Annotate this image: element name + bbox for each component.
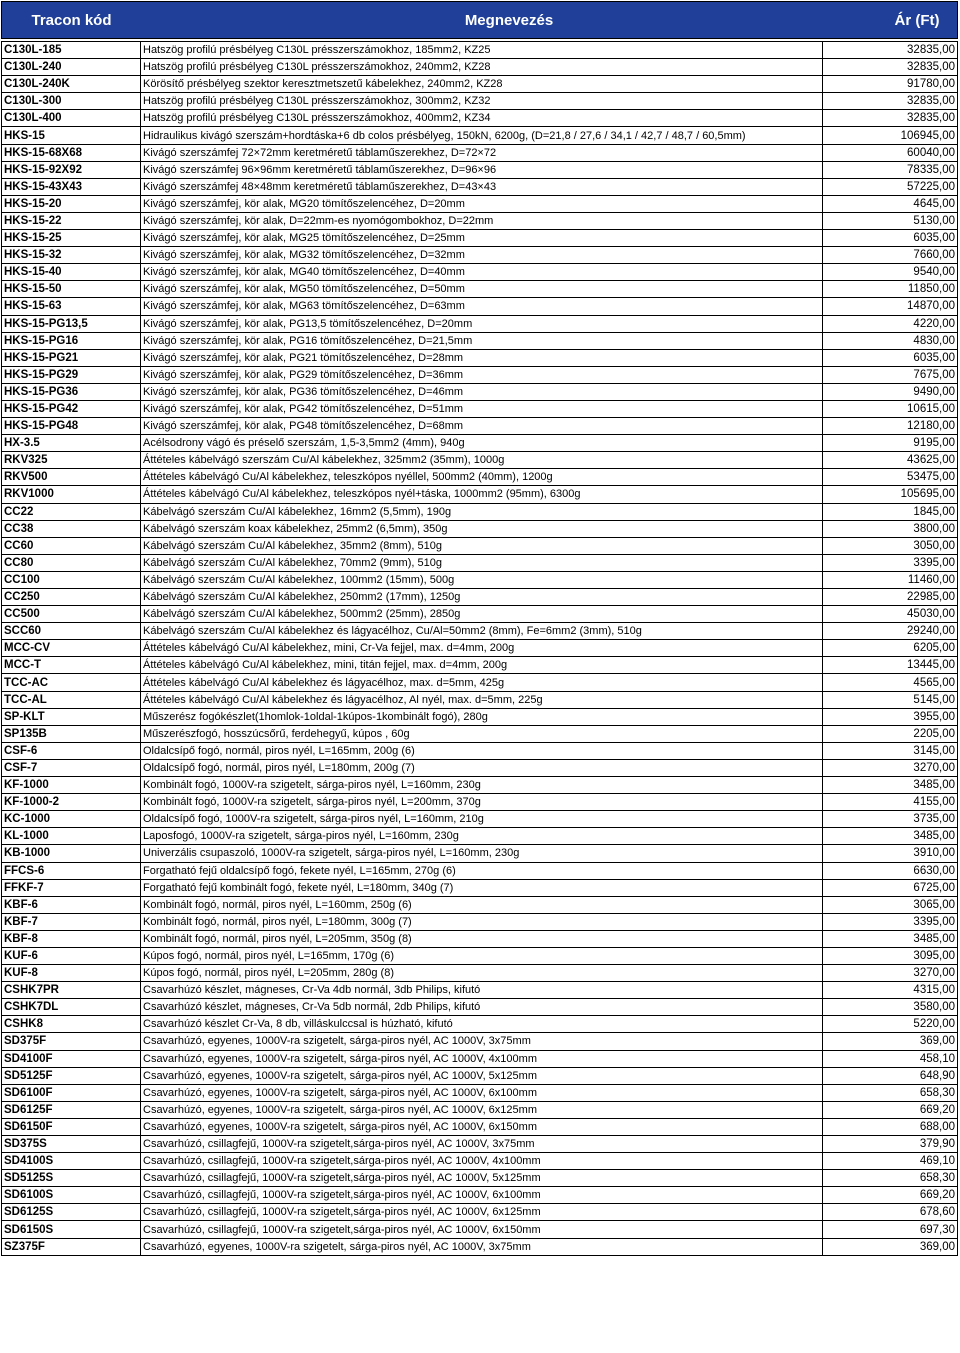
table-row xyxy=(2,896,958,913)
cell-code: HKS-15-PG29 xyxy=(2,366,141,383)
table-row xyxy=(2,1016,958,1033)
price-table xyxy=(1,41,958,1256)
cell-price: 3065,00 xyxy=(823,896,958,913)
cell-price: 7660,00 xyxy=(823,247,958,264)
cell-name: Univerzális csupaszoló, 1000V-ra szigetelt, sárga-piros nyél, L=160mm, 230g xyxy=(141,845,823,862)
table-row xyxy=(2,144,958,161)
cell-code: TCC-AL xyxy=(2,691,141,708)
cell-code: KBF-6 xyxy=(2,896,141,913)
cell-price: 32835,00 xyxy=(823,110,958,127)
cell-price: 369,00 xyxy=(823,1033,958,1050)
cell-price: 3735,00 xyxy=(823,811,958,828)
cell-name: Kivágó szerszámfej, kör alak, PG36 tömítőszelencéhez, D=46mm xyxy=(141,383,823,400)
cell-code: SD375F xyxy=(2,1033,141,1050)
table-row xyxy=(2,76,958,93)
cell-code: KL-1000 xyxy=(2,828,141,845)
cell-price: 57225,00 xyxy=(823,178,958,195)
cell-code: HKS-15-PG13,5 xyxy=(2,315,141,332)
cell-name: Csavarhúzó készlet, mágneses, Cr-Va 5db normál, 2db Philips, kifutó xyxy=(141,999,823,1016)
table-row xyxy=(2,486,958,503)
cell-code: FFCS-6 xyxy=(2,862,141,879)
cell-price: 91780,00 xyxy=(823,76,958,93)
cell-price: 3485,00 xyxy=(823,828,958,845)
cell-name: Laposfogó, 1000V-ra szigetelt, sárga-piros nyél, L=160mm, 230g xyxy=(141,828,823,845)
cell-name: Kivágó szerszámfej, kör alak, MG32 tömítőszelencéhez, D=32mm xyxy=(141,247,823,264)
cell-code: HKS-15-PG42 xyxy=(2,400,141,417)
table-row xyxy=(2,845,958,862)
cell-code: SD375S xyxy=(2,1136,141,1153)
cell-code: RKV500 xyxy=(2,469,141,486)
cell-price: 106945,00 xyxy=(823,127,958,144)
cell-code: KBF-8 xyxy=(2,930,141,947)
cell-name: Csavarhúzó készlet, mágneses, Cr-Va 4db normál, 3db Philips, kifutó xyxy=(141,982,823,999)
cell-code: CC80 xyxy=(2,554,141,571)
table-row xyxy=(2,1067,958,1084)
table-row xyxy=(2,913,958,930)
cell-name: Csavarhúzó, egyenes, 1000V-ra szigetelt, sárga-piros nyél, AC 1000V, 6x125mm xyxy=(141,1101,823,1118)
cell-code: C130L-400 xyxy=(2,110,141,127)
cell-code: SP135B xyxy=(2,725,141,742)
cell-name: Kábelvágó szerszám Cu/Al kábelekhez, 35mm2 (8mm), 510g xyxy=(141,537,823,554)
table-row xyxy=(2,657,958,674)
table-row xyxy=(2,1136,958,1153)
table-row xyxy=(2,589,958,606)
table-row xyxy=(2,315,958,332)
cell-name: Áttételes kábelvágó Cu/Al kábelekhez és lágyacélhoz, Al nyél, max. d=5mm, 225g xyxy=(141,691,823,708)
header-code: Tracon kód xyxy=(31,11,112,29)
cell-name: Acélsodrony vágó és préselő szerszám, 1,5-3,5mm2 (4mm), 940g xyxy=(141,435,823,452)
cell-price: 3395,00 xyxy=(823,554,958,571)
cell-name: Kivágó szerszámfej, kör alak, PG48 tömítőszelencéhez, D=68mm xyxy=(141,418,823,435)
cell-code: HX-3.5 xyxy=(2,435,141,452)
table-row xyxy=(2,418,958,435)
cell-code: SD5125S xyxy=(2,1170,141,1187)
cell-name: Csavarhúzó, csillagfejű, 1000V-ra szigetelt,sárga-piros nyél, AC 1000V, 6x125mm xyxy=(141,1204,823,1221)
cell-price: 3050,00 xyxy=(823,537,958,554)
cell-name: Csavarhúzó, egyenes, 1000V-ra szigetelt, sárga-piros nyél, AC 1000V, 3x75mm xyxy=(141,1238,823,1255)
table-row xyxy=(2,742,958,759)
cell-price: 3270,00 xyxy=(823,759,958,776)
cell-code: SD6125F xyxy=(2,1101,141,1118)
table-row xyxy=(2,59,958,76)
cell-code: SD6100S xyxy=(2,1187,141,1204)
cell-code: FFKF-7 xyxy=(2,879,141,896)
cell-name: Hatszög profilú présbélyeg C130L présszerszámokhoz, 300mm2, KZ32 xyxy=(141,93,823,110)
cell-name: Kúpos fogó, normál, piros nyél, L=165mm, 170g (6) xyxy=(141,947,823,964)
cell-price: 14870,00 xyxy=(823,298,958,315)
cell-name: Áttételes kábelvágó Cu/Al kábelekhez, mini, Cr-Va fejjel, max. d=4mm, 200g xyxy=(141,640,823,657)
cell-name: Forgatható fejű oldalcsípő fogó, fekete nyél, L=165mm, 270g (6) xyxy=(141,862,823,879)
table-row xyxy=(2,777,958,794)
cell-price: 458,10 xyxy=(823,1050,958,1067)
cell-code: HKS-15-68X68 xyxy=(2,144,141,161)
cell-price: 4830,00 xyxy=(823,332,958,349)
header-name: Megnevezés xyxy=(464,11,554,29)
table-row xyxy=(2,42,958,59)
cell-price: 6035,00 xyxy=(823,349,958,366)
cell-price: 658,30 xyxy=(823,1170,958,1187)
cell-code: C130L-240 xyxy=(2,59,141,76)
cell-name: Csavarhúzó, csillagfejű, 1000V-ra szigetelt,sárga-piros nyél, AC 1000V, 6x150mm xyxy=(141,1221,823,1238)
cell-price: 6630,00 xyxy=(823,862,958,879)
cell-name: Kivágó szerszámfej 72×72mm keretméretű táblaműszerekhez, D=72×72 xyxy=(141,144,823,161)
cell-name: Csavarhúzó, csillagfejű, 1000V-ra szigetelt,sárga-piros nyél, AC 1000V, 5x125mm xyxy=(141,1170,823,1187)
header-price: Ár (Ft) xyxy=(894,11,940,29)
cell-name: Csavarhúzó, csillagfejű, 1000V-ra szigetelt,sárga-piros nyél, AC 1000V, 6x100mm xyxy=(141,1187,823,1204)
table-row xyxy=(2,1084,958,1101)
table-row xyxy=(2,503,958,520)
cell-name: Kábelvágó szerszám Cu/Al kábelekhez, 16mm2 (5,5mm), 190g xyxy=(141,503,823,520)
table-row xyxy=(2,1033,958,1050)
cell-code: KF-1000 xyxy=(2,777,141,794)
cell-price: 5130,00 xyxy=(823,212,958,229)
table-header xyxy=(1,1,958,39)
cell-name: Kábelvágó szerszám koax kábelekhez, 25mm2 (6,5mm), 350g xyxy=(141,520,823,537)
cell-price: 369,00 xyxy=(823,1238,958,1255)
cell-price: 3910,00 xyxy=(823,845,958,862)
table-row xyxy=(2,1221,958,1238)
cell-name: Hidraulikus kivágó szerszám+hordtáska+6 db colos présbélyeg, 150kN, 6200g, (D=21,8 / 27,6 / 34,1 / 42,7 / 48,7 / 60,5mm) xyxy=(141,127,823,144)
cell-code: HKS-15-20 xyxy=(2,195,141,212)
table-row xyxy=(2,247,958,264)
table-row xyxy=(2,999,958,1016)
table-row xyxy=(2,691,958,708)
cell-name: Áttételes kábelvágó Cu/Al kábelekhez, teleszkópos nyél+táska, 1000mm2 (95mm), 6300g xyxy=(141,486,823,503)
cell-name: Kivágó szerszámfej, kör alak, MG20 tömítőszelencéhez, D=20mm xyxy=(141,195,823,212)
cell-code: CC100 xyxy=(2,571,141,588)
cell-price: 9540,00 xyxy=(823,264,958,281)
cell-price: 32835,00 xyxy=(823,59,958,76)
cell-name: Hatszög profilú présbélyeg C130L présszerszámokhoz, 400mm2, KZ34 xyxy=(141,110,823,127)
table-row xyxy=(2,982,958,999)
cell-price: 688,00 xyxy=(823,1118,958,1135)
cell-code: CC500 xyxy=(2,606,141,623)
cell-name: Kábelvágó szerszám Cu/Al kábelekhez, 100mm2 (15mm), 500g xyxy=(141,571,823,588)
cell-code: MCC-T xyxy=(2,657,141,674)
cell-code: HKS-15-50 xyxy=(2,281,141,298)
table-row xyxy=(2,1238,958,1255)
cell-name: Kivágó szerszámfej, kör alak, PG16 tömítőszelencéhez, D=21,5mm xyxy=(141,332,823,349)
cell-price: 5145,00 xyxy=(823,691,958,708)
cell-name: Csavarhúzó, egyenes, 1000V-ra szigetelt, sárga-piros nyél, AC 1000V, 4x100mm xyxy=(141,1050,823,1067)
cell-name: Forgatható fejű kombinált fogó, fekete nyél, L=180mm, 340g (7) xyxy=(141,879,823,896)
cell-code: CC22 xyxy=(2,503,141,520)
table-row xyxy=(2,178,958,195)
cell-name: Kivágó szerszámfej, kör alak, PG42 tömítőszelencéhez, D=51mm xyxy=(141,400,823,417)
cell-price: 11850,00 xyxy=(823,281,958,298)
cell-code: SD4100F xyxy=(2,1050,141,1067)
cell-name: Csavarhúzó, egyenes, 1000V-ra szigetelt, sárga-piros nyél, AC 1000V, 5x125mm xyxy=(141,1067,823,1084)
cell-price: 3145,00 xyxy=(823,742,958,759)
table-row xyxy=(2,93,958,110)
table-row xyxy=(2,400,958,417)
cell-code: SD6150S xyxy=(2,1221,141,1238)
cell-price: 9490,00 xyxy=(823,383,958,400)
cell-name: Kivágó szerszámfej, kör alak, PG21 tömítőszelencéhez, D=28mm xyxy=(141,349,823,366)
table-row xyxy=(2,264,958,281)
cell-name: Kábelvágó szerszám Cu/Al kábelekhez, 250mm2 (17mm), 1250g xyxy=(141,589,823,606)
cell-price: 2205,00 xyxy=(823,725,958,742)
cell-code: HKS-15-25 xyxy=(2,230,141,247)
cell-name: Csavarhúzó, csillagfejű, 1000V-ra szigetelt,sárga-piros nyél, AC 1000V, 4x100mm xyxy=(141,1153,823,1170)
cell-price: 3485,00 xyxy=(823,930,958,947)
cell-code: HKS-15-32 xyxy=(2,247,141,264)
table-row xyxy=(2,435,958,452)
cell-code: TCC-AC xyxy=(2,674,141,691)
cell-name: Kábelvágó szerszám Cu/Al kábelekhez, 70mm2 (9mm), 510g xyxy=(141,554,823,571)
cell-price: 1845,00 xyxy=(823,503,958,520)
cell-code: HKS-15-PG21 xyxy=(2,349,141,366)
cell-code: CSHK7PR xyxy=(2,982,141,999)
cell-code: CSHK7DL xyxy=(2,999,141,1016)
table-row xyxy=(2,862,958,879)
cell-price: 12180,00 xyxy=(823,418,958,435)
cell-name: Kivágó szerszámfej, kör alak, MG63 tömítőszelencéhez, D=63mm xyxy=(141,298,823,315)
cell-code: SP-KLT xyxy=(2,708,141,725)
cell-price: 697,30 xyxy=(823,1221,958,1238)
cell-name: Kivágó szerszámfej, kör alak, PG29 tömítőszelencéhez, D=36mm xyxy=(141,366,823,383)
cell-price: 22985,00 xyxy=(823,589,958,606)
cell-name: Kábelvágó szerszám Cu/Al kábelekhez, 500mm2 (25mm), 2850g xyxy=(141,606,823,623)
cell-code: CSF-7 xyxy=(2,759,141,776)
cell-price: 4220,00 xyxy=(823,315,958,332)
table-row xyxy=(2,469,958,486)
cell-code: HKS-15-PG48 xyxy=(2,418,141,435)
table-row xyxy=(2,1153,958,1170)
cell-name: Műszerészfogó, hosszúcsőrű, ferdehegyű, kúpos , 60g xyxy=(141,725,823,742)
cell-price: 4315,00 xyxy=(823,982,958,999)
cell-code: KBF-7 xyxy=(2,913,141,930)
cell-name: Kombinált fogó, normál, piros nyél, L=205mm, 350g (8) xyxy=(141,930,823,947)
cell-price: 3095,00 xyxy=(823,947,958,964)
table-row xyxy=(2,349,958,366)
cell-name: Kábelvágó szerszám Cu/Al kábelekhez és lágyacélhoz, Cu/Al=50mm2 (8mm), Fe=6mm2 (3mm), 510g xyxy=(141,623,823,640)
cell-name: Kivágó szerszámfej 48×48mm keretméretű táblaműszerekhez, D=43×43 xyxy=(141,178,823,195)
cell-price: 678,60 xyxy=(823,1204,958,1221)
cell-price: 32835,00 xyxy=(823,42,958,59)
cell-price: 60040,00 xyxy=(823,144,958,161)
cell-price: 3270,00 xyxy=(823,965,958,982)
cell-price: 3955,00 xyxy=(823,708,958,725)
table-row xyxy=(2,230,958,247)
cell-name: Csavarhúzó, egyenes, 1000V-ra szigetelt, sárga-piros nyél, AC 1000V, 6x100mm xyxy=(141,1084,823,1101)
cell-name: Kúpos fogó, normál, piros nyél, L=205mm, 280g (8) xyxy=(141,965,823,982)
table-row xyxy=(2,127,958,144)
cell-code: SD6150F xyxy=(2,1118,141,1135)
table-row xyxy=(2,332,958,349)
cell-price: 4565,00 xyxy=(823,674,958,691)
cell-name: Csavarhúzó, egyenes, 1000V-ra szigetelt, sárga-piros nyél, AC 1000V, 6x150mm xyxy=(141,1118,823,1135)
table-row xyxy=(2,571,958,588)
table-row xyxy=(2,930,958,947)
cell-name: Oldalcsípő fogó, normál, piros nyél, L=180mm, 200g (7) xyxy=(141,759,823,776)
cell-name: Kivágó szerszámfej, kör alak, PG13,5 tömítőszelencéhez, D=20mm xyxy=(141,315,823,332)
cell-name: Kivágó szerszámfej, kör alak, MG40 tömítőszelencéhez, D=40mm xyxy=(141,264,823,281)
cell-name: Hatszög profilú présbélyeg C130L présszerszámokhoz, 185mm2, KZ25 xyxy=(141,42,823,59)
cell-price: 669,20 xyxy=(823,1187,958,1204)
cell-name: Áttételes kábelvágó Cu/Al kábelekhez, teleszkópos nyéllel, 500mm2 (40mm), 1200g xyxy=(141,469,823,486)
table-row xyxy=(2,759,958,776)
cell-name: Oldalcsípő fogó, normál, piros nyél, L=165mm, 200g (6) xyxy=(141,742,823,759)
cell-code: SZ375F xyxy=(2,1238,141,1255)
cell-price: 9195,00 xyxy=(823,435,958,452)
cell-code: HKS-15-92X92 xyxy=(2,161,141,178)
cell-code: KUF-6 xyxy=(2,947,141,964)
cell-name: Kivágó szerszámfej 96×96mm keretméretű táblaműszerekhez, D=96×96 xyxy=(141,161,823,178)
cell-price: 4645,00 xyxy=(823,195,958,212)
table-row xyxy=(2,212,958,229)
table-row xyxy=(2,606,958,623)
cell-price: 13445,00 xyxy=(823,657,958,674)
table-row xyxy=(2,281,958,298)
cell-code: KF-1000-2 xyxy=(2,794,141,811)
table-row xyxy=(2,708,958,725)
table-row xyxy=(2,674,958,691)
cell-price: 53475,00 xyxy=(823,469,958,486)
cell-price: 11460,00 xyxy=(823,571,958,588)
cell-code: CSF-6 xyxy=(2,742,141,759)
cell-code: SD4100S xyxy=(2,1153,141,1170)
cell-price: 32835,00 xyxy=(823,93,958,110)
cell-code: CSHK8 xyxy=(2,1016,141,1033)
table-row xyxy=(2,554,958,571)
cell-price: 5220,00 xyxy=(823,1016,958,1033)
table-row xyxy=(2,537,958,554)
cell-price: 10615,00 xyxy=(823,400,958,417)
cell-code: HKS-15-63 xyxy=(2,298,141,315)
cell-price: 6205,00 xyxy=(823,640,958,657)
cell-name: Kivágó szerszámfej, kör alak, D=22mm-es nyomógombokhoz, D=22mm xyxy=(141,212,823,229)
cell-name: Csavarhúzó, egyenes, 1000V-ra szigetelt, sárga-piros nyél, AC 1000V, 3x75mm xyxy=(141,1033,823,1050)
cell-name: Áttételes kábelvágó Cu/Al kábelekhez és lágyacélhoz, max. d=5mm, 425g xyxy=(141,674,823,691)
cell-price: 6035,00 xyxy=(823,230,958,247)
table-row xyxy=(2,110,958,127)
cell-code: CC60 xyxy=(2,537,141,554)
cell-price: 3580,00 xyxy=(823,999,958,1016)
cell-name: Kombinált fogó, 1000V-ra szigetelt, sárga-piros nyél, L=160mm, 230g xyxy=(141,777,823,794)
table-row xyxy=(2,1170,958,1187)
cell-code: KB-1000 xyxy=(2,845,141,862)
cell-code: C130L-185 xyxy=(2,42,141,59)
table-row xyxy=(2,640,958,657)
cell-price: 658,30 xyxy=(823,1084,958,1101)
table-row xyxy=(2,828,958,845)
table-row xyxy=(2,161,958,178)
cell-code: KC-1000 xyxy=(2,811,141,828)
table-row xyxy=(2,1050,958,1067)
cell-price: 4155,00 xyxy=(823,794,958,811)
cell-code: CC38 xyxy=(2,520,141,537)
cell-name: Csavarhúzó, csillagfejű, 1000V-ra szigetelt,sárga-piros nyél, AC 1000V, 3x75mm xyxy=(141,1136,823,1153)
cell-price: 648,90 xyxy=(823,1067,958,1084)
cell-name: Oldalcsípő fogó, 1000V-ra szigetelt, sárga-piros nyél, L=160mm, 210g xyxy=(141,811,823,828)
table-row xyxy=(2,1118,958,1135)
table-row xyxy=(2,298,958,315)
cell-code: SD5125F xyxy=(2,1067,141,1084)
table-row xyxy=(2,794,958,811)
cell-name: Kivágó szerszámfej, kör alak, MG50 tömítőszelencéhez, D=50mm xyxy=(141,281,823,298)
cell-price: 45030,00 xyxy=(823,606,958,623)
cell-code: HKS-15 xyxy=(2,127,141,144)
table-row xyxy=(2,811,958,828)
cell-price: 7675,00 xyxy=(823,366,958,383)
cell-code: HKS-15-PG16 xyxy=(2,332,141,349)
cell-price: 29240,00 xyxy=(823,623,958,640)
cell-name: Áttételes kábelvágó Cu/Al kábelekhez, mini, titán fejjel, max. d=4mm, 200g xyxy=(141,657,823,674)
cell-price: 6725,00 xyxy=(823,879,958,896)
cell-code: MCC-CV xyxy=(2,640,141,657)
cell-code: HKS-15-40 xyxy=(2,264,141,281)
price-table-body xyxy=(2,42,958,1256)
cell-code: SD6100F xyxy=(2,1084,141,1101)
cell-name: Kivágó szerszámfej, kör alak, MG25 tömítőszelencéhez, D=25mm xyxy=(141,230,823,247)
cell-price: 3800,00 xyxy=(823,520,958,537)
cell-code: HKS-15-43X43 xyxy=(2,178,141,195)
table-row xyxy=(2,623,958,640)
table-row xyxy=(2,383,958,400)
cell-name: Műszerész fogókészlet(1homlok-1oldal-1kúpos-1kombinált fogó), 280g xyxy=(141,708,823,725)
cell-price: 3395,00 xyxy=(823,913,958,930)
cell-code: C130L-240K xyxy=(2,76,141,93)
table-row xyxy=(2,1187,958,1204)
cell-name: Kombinált fogó, 1000V-ra szigetelt, sárga-piros nyél, L=200mm, 370g xyxy=(141,794,823,811)
cell-price: 3485,00 xyxy=(823,777,958,794)
table-row xyxy=(2,1204,958,1221)
table-row xyxy=(2,520,958,537)
cell-name: Csavarhúzó készlet Cr-Va, 8 db, villáskulccsal is húzható, kifutó xyxy=(141,1016,823,1033)
table-row xyxy=(2,879,958,896)
cell-code: KUF-8 xyxy=(2,965,141,982)
cell-price: 105695,00 xyxy=(823,486,958,503)
table-row xyxy=(2,725,958,742)
cell-code: C130L-300 xyxy=(2,93,141,110)
cell-name: Hatszög profilú présbélyeg C130L présszerszámokhoz, 240mm2, KZ28 xyxy=(141,59,823,76)
cell-code: RKV325 xyxy=(2,452,141,469)
cell-name: Kombinált fogó, normál, piros nyél, L=180mm, 300g (7) xyxy=(141,913,823,930)
cell-price: 43625,00 xyxy=(823,452,958,469)
cell-code: SD6125S xyxy=(2,1204,141,1221)
table-row xyxy=(2,947,958,964)
cell-code: HKS-15-PG36 xyxy=(2,383,141,400)
table-row xyxy=(2,1101,958,1118)
cell-code: SCC60 xyxy=(2,623,141,640)
cell-code: HKS-15-22 xyxy=(2,212,141,229)
cell-name: Kombinált fogó, normál, piros nyél, L=160mm, 250g (6) xyxy=(141,896,823,913)
table-row xyxy=(2,965,958,982)
cell-price: 379,90 xyxy=(823,1136,958,1153)
table-row xyxy=(2,195,958,212)
table-row xyxy=(2,452,958,469)
cell-price: 78335,00 xyxy=(823,161,958,178)
cell-code: CC250 xyxy=(2,589,141,606)
cell-code: RKV1000 xyxy=(2,486,141,503)
cell-price: 469,10 xyxy=(823,1153,958,1170)
cell-name: Áttételes kábelvágó szerszám Cu/Al kábelekhez, 325mm2 (35mm), 1000g xyxy=(141,452,823,469)
cell-name: Körösítő présbélyeg szektor keresztmetszetű kábelekhez, 240mm2, KZ28 xyxy=(141,76,823,93)
table-row xyxy=(2,366,958,383)
cell-price: 669,20 xyxy=(823,1101,958,1118)
